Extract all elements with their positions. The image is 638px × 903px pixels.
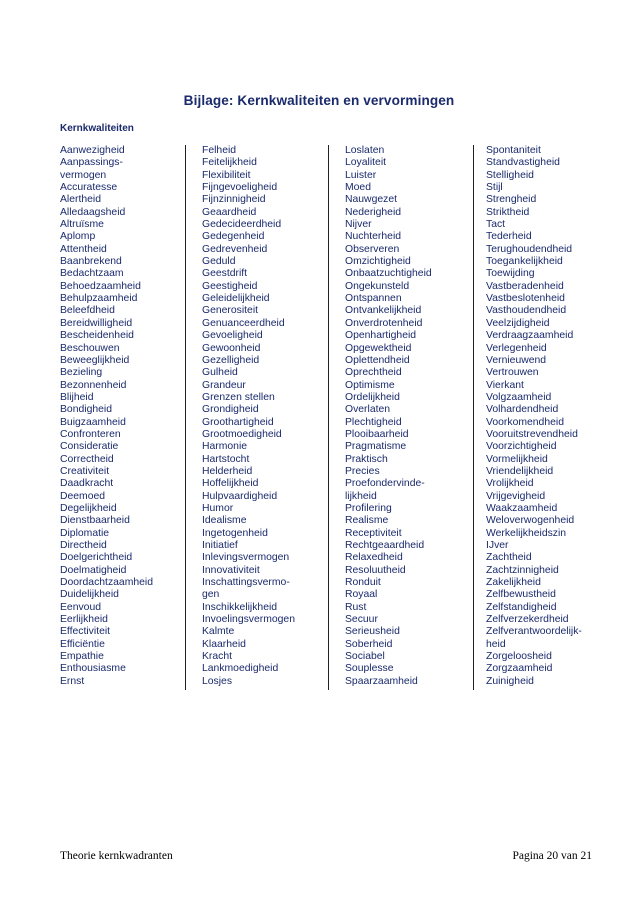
quality-item: Degelijkheid [60,502,117,514]
quality-item: Vastbeslotenheid [486,293,565,305]
quality-item: Harmonie [202,441,248,453]
quality-item: Receptiviteit [345,527,402,539]
quality-item: Opgewektheid [345,342,412,354]
quality-item: Realisme [345,515,389,527]
quality-item: Alledaagsheid [60,206,126,218]
quality-item: Ontspannen [345,293,402,305]
quality-item: Geduld [202,256,236,268]
quality-item: Hulpvaardigheid [202,490,278,502]
quality-item: Vrijgevigheid [486,490,546,502]
quality-item: Stelligheid [486,169,534,181]
quality-item: Toegankelijkheid [486,256,563,268]
quality-item: Overlaten [345,404,391,416]
quality-item: Spaarzaamheid [345,675,418,687]
quality-item: Bondigheid [60,404,112,416]
quality-item: Geleidelijkheid [202,293,270,305]
quality-item: Vormelijkheid [486,453,548,465]
quality-item: Verlegenheid [486,342,547,354]
quality-item: Luister [345,169,377,181]
quality-item: Geestigheid [202,280,258,292]
quality-item: Daadkracht [60,478,114,490]
qualities-column-3 [328,145,432,690]
quality-item: Innovativiteit [202,564,260,576]
quality-item: Alertheid [60,194,102,206]
quality-item: Lankmoedigheid [202,663,279,675]
quality-item: Efficiëntie [60,638,105,650]
quality-item: Zorgzaamheid [486,663,553,675]
quality-item: Grondigheid [202,404,259,416]
qualities-column-4 [473,145,582,690]
quality-item: Beweeglijkheid [60,354,130,366]
quality-item: Grandeur [202,379,246,391]
quality-item: Gedegenheid [202,231,265,243]
quality-item: Grootmoedigheid [202,428,282,440]
quality-item: Hartstocht [202,453,250,465]
quality-item: Geestdrift [202,268,248,280]
quality-item: Rechtgeaardheid [345,540,425,551]
quality-item: Plechtigheid [345,416,402,428]
quality-item: Vierkant [486,379,524,391]
quality-item: Soberheid [345,638,393,650]
quality-item: Zelfbewustheid [486,589,556,601]
quality-item: Confronteren [60,428,121,440]
section-heading: Kernkwaliteiten [60,123,134,134]
quality-item: Rust [345,601,367,613]
quality-item: Onbaatzuchtigheid [345,268,432,280]
quality-item: Zuinigheid [486,675,534,687]
quality-item: Zelfstandigheid [486,601,557,613]
quality-item: Bereidwilligheid [60,317,133,329]
quality-item: Optimisme [345,379,395,391]
quality-item: Vriendelijkheid [486,465,554,477]
quality-item: Losjes [202,675,233,687]
quality-item: Loslaten [345,145,385,156]
quality-item: Zelfverzekerdheid [486,614,569,626]
quality-item: Doordachtzaamheid [60,577,153,589]
quality-item: Aanwezigheid [60,145,125,156]
quality-item: Hoffelijkheid [202,478,259,490]
footer-page-number: Pagina 20 van 21 [512,850,592,862]
quality-item: Voorzichtigheid [486,441,557,453]
quality-item: Flexibiliteit [202,169,251,181]
quality-item: Oplettendheid [345,354,410,366]
quality-item: Ontvankelijkheid [345,305,422,317]
quality-item: Vertrouwen [486,367,539,379]
quality-item: Kalmte [202,626,235,638]
quality-item: Vasthoudendheid [486,305,567,317]
quality-item: Vastberadenheid [486,280,564,292]
quality-item: Resoluutheid [345,564,406,576]
quality-item: Genuanceerdheid [202,317,285,329]
quality-item: Accuratesse [60,182,118,194]
quality-item: Attentheid [60,243,107,255]
qualities-column-1 [58,145,153,688]
quality-item: Gevoeligheid [202,330,263,342]
quality-item: Tact [486,219,506,231]
quality-item: Ronduit [345,577,381,589]
quality-item: Deemoed [60,490,106,502]
quality-item: Royaal [345,589,378,601]
quality-item: Tederheid [486,231,532,243]
quality-item: Loyaliteit [345,157,387,169]
quality-item: Werkelijkheidszin [486,527,567,539]
quality-item: Directheid [60,540,107,551]
quality-item: Idealisme [202,515,247,527]
quality-item: Eerlijkheid [60,614,108,626]
quality-item: Pragmatisme [345,441,407,453]
quality-item: Creativiteit [60,465,110,477]
quality-item: vermogen [60,169,107,181]
quality-item: Buigzaamheid [60,416,126,428]
quality-item: Strengheid [486,194,537,206]
quality-item: Felheid [202,145,237,156]
quality-item: Inschikkelijkheid [202,601,278,613]
quality-item: lijkheid [345,490,377,502]
quality-item: Bezieling [60,367,103,379]
quality-item: Baanbrekend [60,256,122,268]
quality-item: Ongekunsteld [345,280,410,292]
quality-item: Aplomp [60,231,96,243]
quality-item: Behoedzaamheid [60,280,141,292]
quality-item: Duidelijkheid [60,589,119,601]
quality-item: Diplomatie [60,527,110,539]
quality-item: Souplesse [345,663,394,675]
quality-item: Geaardheid [202,206,257,218]
quality-item: Nijver [345,219,372,231]
quality-item: Profilering [345,502,392,514]
quality-item: Inlevingsvermogen [202,552,290,564]
page-title: Bijlage: Kernkwaliteiten en vervormingen [183,93,455,108]
quality-item: Nuchterheid [345,231,402,243]
quality-item: Veelzijdigheid [486,317,550,329]
quality-item: Fijngevoeligheid [202,182,278,194]
quality-item: Vernieuwend [486,354,547,366]
quality-item: Nederigheid [345,206,402,218]
quality-item: Beleefdheid [60,305,115,317]
quality-item: Zelfverantwoordelijk- [486,626,582,638]
quality-item: Praktisch [345,453,388,465]
quality-item: Kracht [202,651,233,663]
quality-item: Effectiviteit [60,626,111,638]
quality-item: Gewoonheid [202,342,261,354]
quality-item: Klaarheid [202,638,246,650]
quality-item: Empathie [60,651,104,663]
quality-item: Openhartigheid [345,330,417,342]
quality-item: heid [486,638,506,650]
quality-item: Gedecideerdheid [202,219,282,231]
quality-item: Stijl [486,182,503,194]
quality-item: Aanpassings- [60,157,123,169]
quality-item: Bescheidenheid [60,330,134,342]
quality-item: Omzichtigheid [345,256,411,268]
quality-item: Oprechtheid [345,367,402,379]
quality-item: Ordelijkheid [345,391,400,403]
quality-item: Ingetogenheid [202,527,268,539]
quality-item: gen [202,589,220,601]
quality-item: Gezelligheid [202,354,260,366]
quality-item: Grenzen stellen [202,391,275,403]
quality-item: Eenvoud [60,601,102,613]
quality-item: Groothartigheid [202,416,274,428]
quality-item: Secuur [345,614,378,626]
quality-item: Inschattingsvermo- [202,577,290,589]
quality-item: Altruïsme [60,219,104,231]
quality-item: Onverdrotenheid [345,317,423,329]
quality-item: Doelmatigheid [60,564,127,576]
footer-document-title: Theorie kernkwadranten [60,850,173,862]
quality-item: Helderheid [202,465,253,477]
quality-item: Humor [202,502,234,514]
quality-item: Striktheid [486,206,530,218]
quality-item: Vrolijkheid [486,478,534,490]
quality-item: Generositeit [202,305,259,317]
quality-item: Toewijding [486,268,535,280]
quality-item: Precies [345,465,380,477]
quality-item: Plooibaarheid [345,428,409,440]
quality-item: Enthousiasme [60,663,126,675]
quality-item: Standvastigheid [486,157,560,169]
quality-item: Volgzaamheid [486,391,552,403]
quality-item: Sociabel [345,651,385,663]
quality-item: Invoelingsvermogen [202,614,295,626]
quality-item: Gedrevenheid [202,243,268,255]
quality-item: Bezonnenheid [60,379,127,391]
quality-item: Zachtzinnigheid [486,564,559,576]
quality-item: Behulpzaamheid [60,293,138,305]
quality-item: Proefondervinde- [345,478,425,490]
qualities-column-2 [185,145,295,690]
quality-item: Terughoudendheid [486,243,573,255]
quality-item: Weloverwogenheid [486,515,575,527]
quality-item: Doelgerichtheid [60,552,133,564]
quality-item: Voorkomendheid [486,416,564,428]
quality-item: IJver [486,540,509,551]
quality-item: Zorgeloosheid [486,651,552,663]
quality-item: Vooruitstrevendheid [486,428,578,440]
quality-item: Zachtheid [486,552,532,564]
quality-item: Moed [345,182,371,194]
quality-item: Waakzaamheid [486,502,558,514]
quality-item: Fijnzinnigheid [202,194,266,206]
quality-item: Consideratie [60,441,119,453]
quality-item: Feitelijkheid [202,157,257,169]
quality-item: Serieusheid [345,626,400,638]
quality-item: Initiatief [202,540,238,551]
quality-item: Blijheid [60,391,94,403]
quality-item: Spontaniteit [486,145,541,156]
quality-item: Dienstbaarheid [60,515,130,527]
quality-item: Ernst [60,675,85,687]
quality-item: Gulheid [202,367,238,379]
quality-item: Zakelijkheid [486,577,541,589]
quality-item: Bedachtzaam [60,268,124,280]
quality-item: Nauwgezet [345,194,397,206]
quality-item: Observeren [345,243,400,255]
quality-item: Relaxedheid [345,552,403,564]
quality-item: Beschouwen [60,342,120,354]
quality-item: Verdraagzaamheid [486,330,574,342]
quality-item: Volhardendheid [486,404,559,416]
quality-item: Correctheid [60,453,114,465]
